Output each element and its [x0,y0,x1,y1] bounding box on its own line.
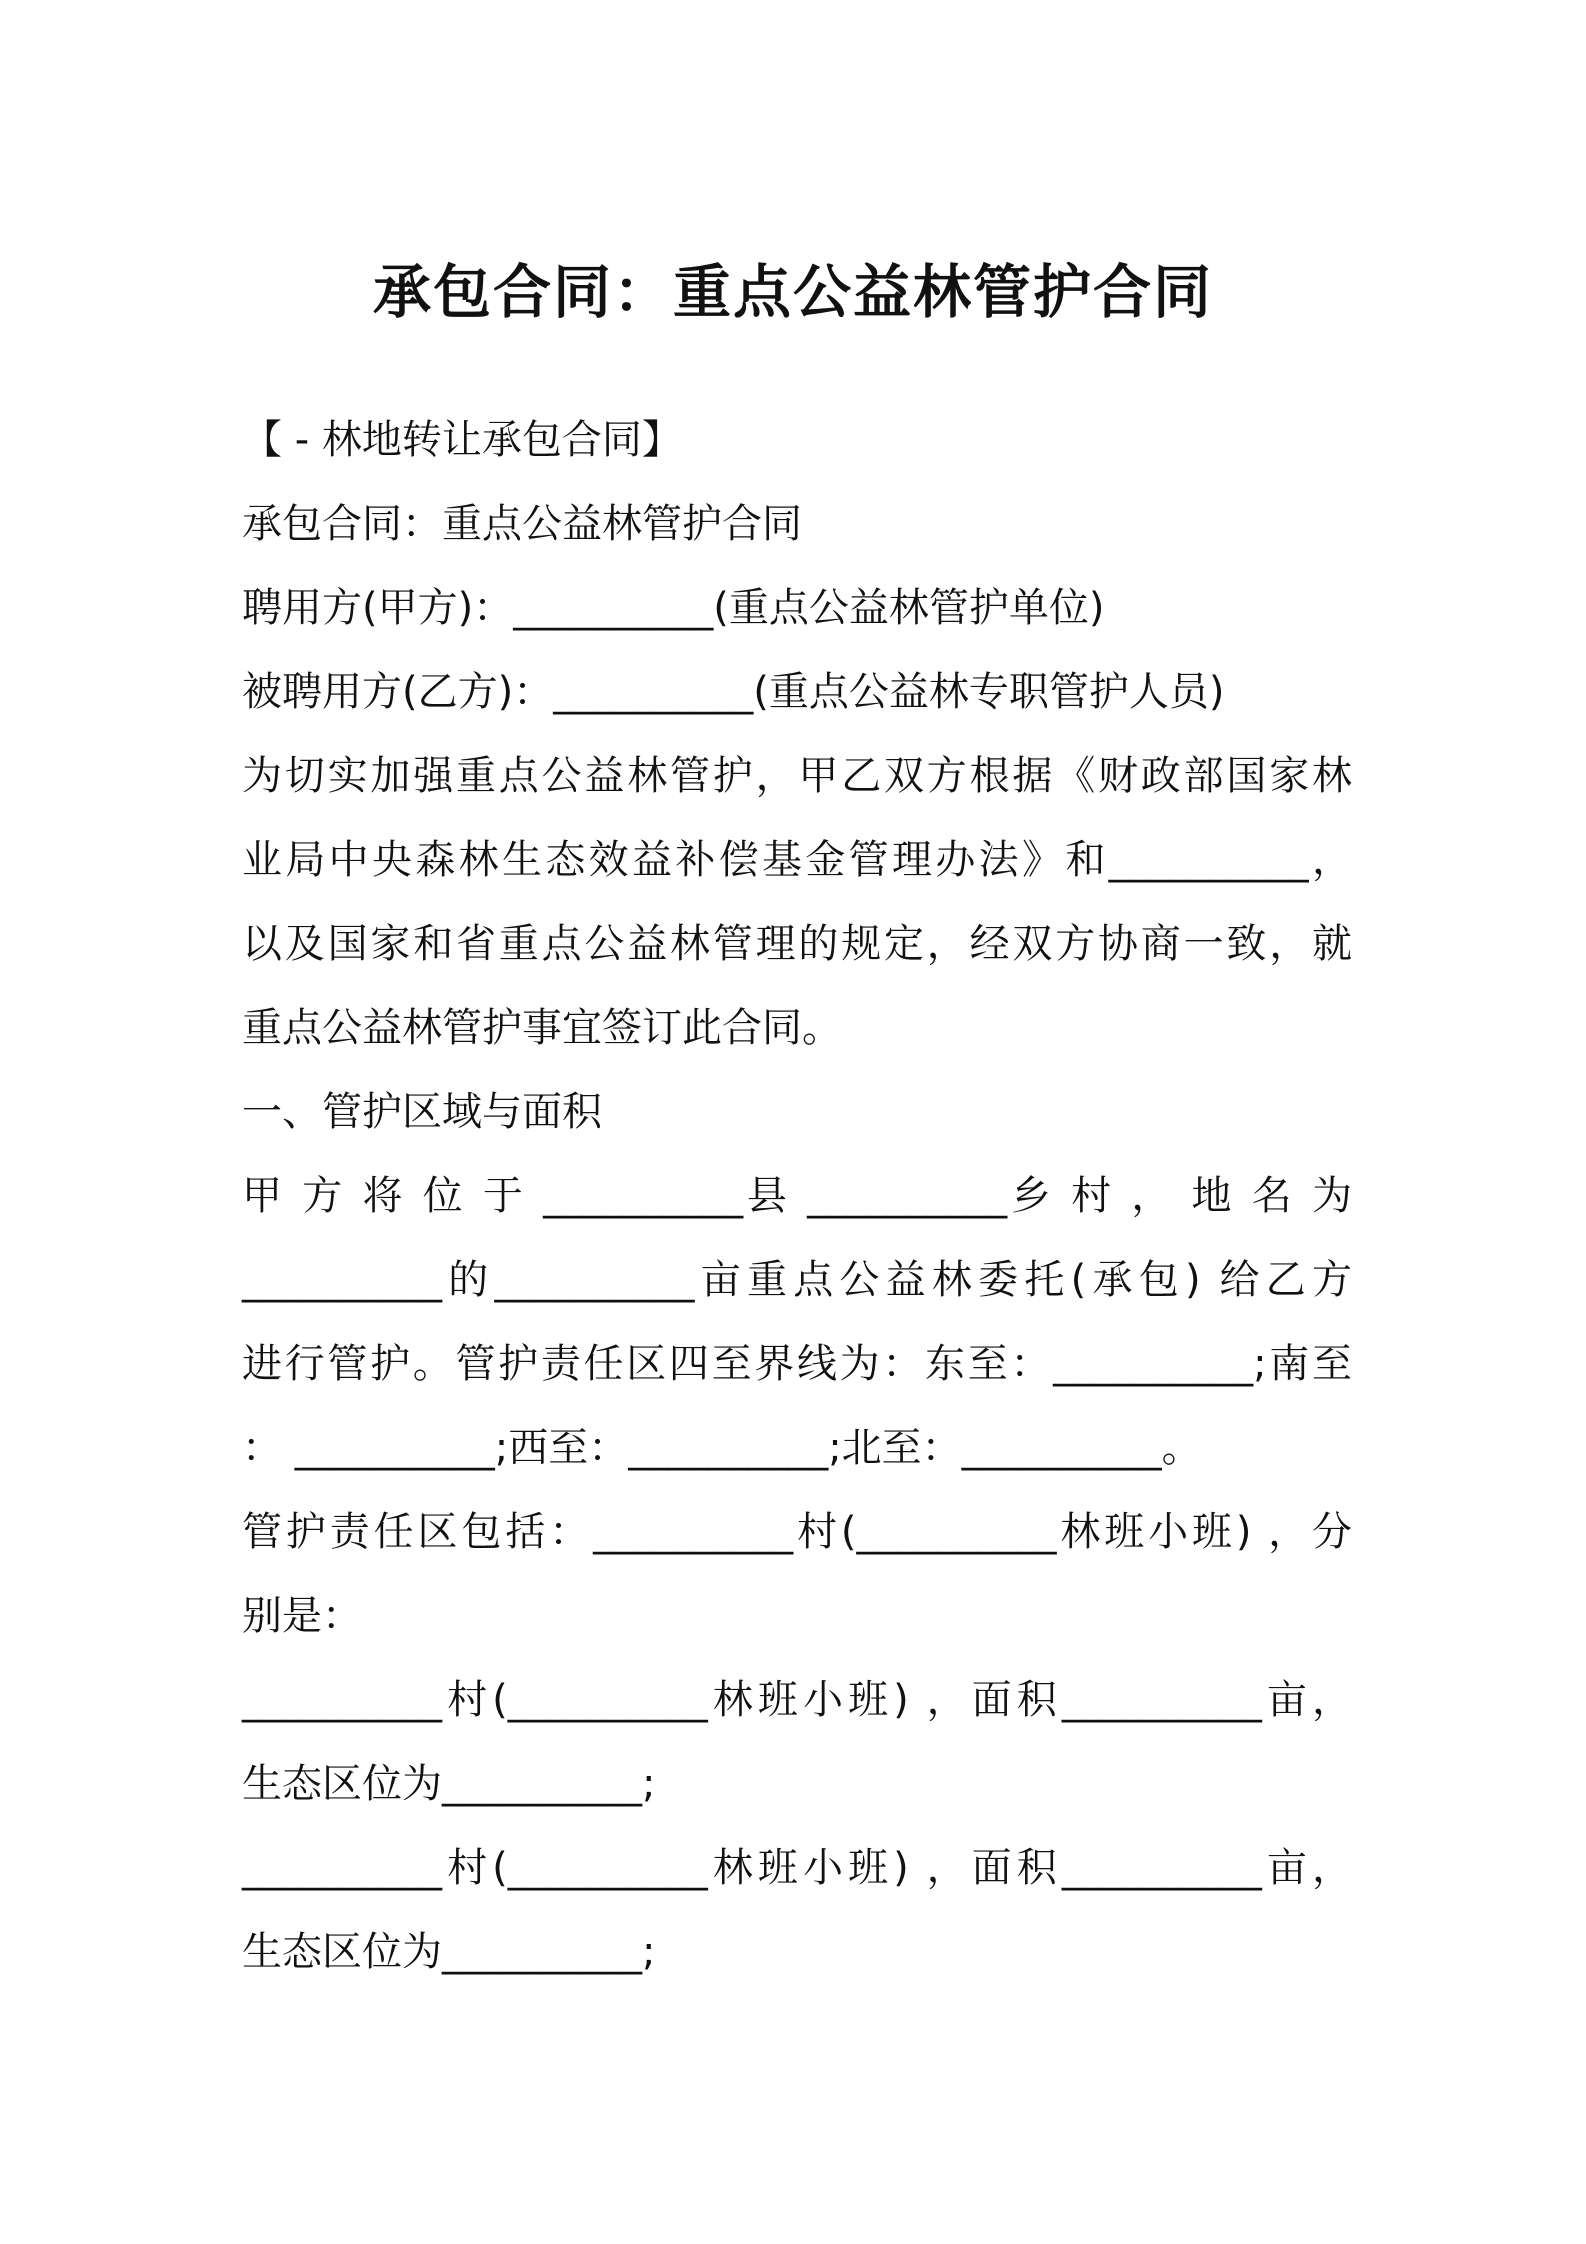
body-line: 承包合同：重点公益林管护合同 [242,501,802,547]
body-line: 甲 方 将 位 于 __________县 __________乡 村 ， 地 名 为 [242,1173,1352,1219]
body-line: 被聘用方(乙方)：__________(重点公益林专职管护人员) [242,669,1225,715]
body-line: 生态区位为__________; [242,1929,656,1975]
body-line: __________村(__________林班小班) ，面积__________亩， [242,1677,1352,1723]
body-line: 聘用方(甲方)：__________(重点公益林管护单位) [242,585,1105,631]
body-line: 重点公益林管护事宜签订此合同。 [242,1005,842,1051]
body-line: 生态区位为__________; [242,1761,656,1807]
body-line: 别是： [242,1593,362,1639]
body-line: 管护责任区包括：__________村(__________林班小班) ，分 [242,1509,1352,1555]
subtitle-line: 【 - 林地转让承包合同】 [242,417,682,463]
body-line: __________的__________亩重点公益林委托(承包) 给乙方 [242,1257,1352,1303]
body-line: 为切实加强重点公益林管护，甲乙双方根据《财政部国家林 [242,753,1352,799]
body-line: 业局中央森林生态效益补偿基金管理办法》和__________， [242,837,1352,883]
document-title: 承包合同：重点公益林管护合同 [372,258,1213,326]
body-line: ： __________;西至：__________;北至：__________。 [242,1425,1202,1471]
section-heading: 一、管护区域与面积 [242,1089,602,1135]
body-line: __________村(__________林班小班) ，面积__________亩， [242,1845,1352,1891]
body-line: 以及国家和省重点公益林管理的规定，经双方协商一致，就 [242,921,1352,967]
body-line: 进行管护。管护责任区四至界线为：东至：__________;南至 [242,1341,1352,1387]
